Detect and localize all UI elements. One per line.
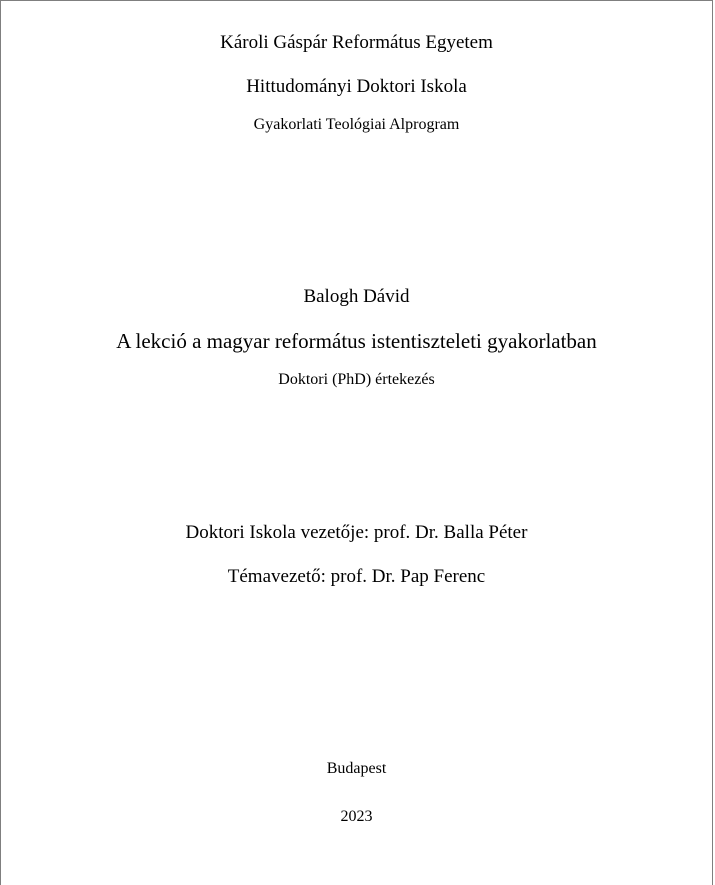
- year: 2023: [340, 808, 373, 825]
- supervisor: Témavezető: prof. Dr. Pap Ferenc: [227, 566, 486, 587]
- author-name: Balogh Dávid: [303, 286, 410, 307]
- thesis-title: A lekció a magyar református istentiszteleti gyakorlatban: [116, 329, 597, 353]
- doctoral-school-name: Hittudományi Doktori Iskola: [246, 76, 467, 97]
- university-name: Károli Gáspár Református Egyetem: [220, 32, 493, 53]
- subprogram-name: Gyakorlati Teológiai Alprogram: [253, 116, 460, 133]
- degree-type: Doktori (PhD) értekezés: [278, 371, 435, 388]
- school-head: Doktori Iskola vezetője: prof. Dr. Balla Péter: [185, 522, 528, 543]
- city: Budapest: [326, 760, 387, 777]
